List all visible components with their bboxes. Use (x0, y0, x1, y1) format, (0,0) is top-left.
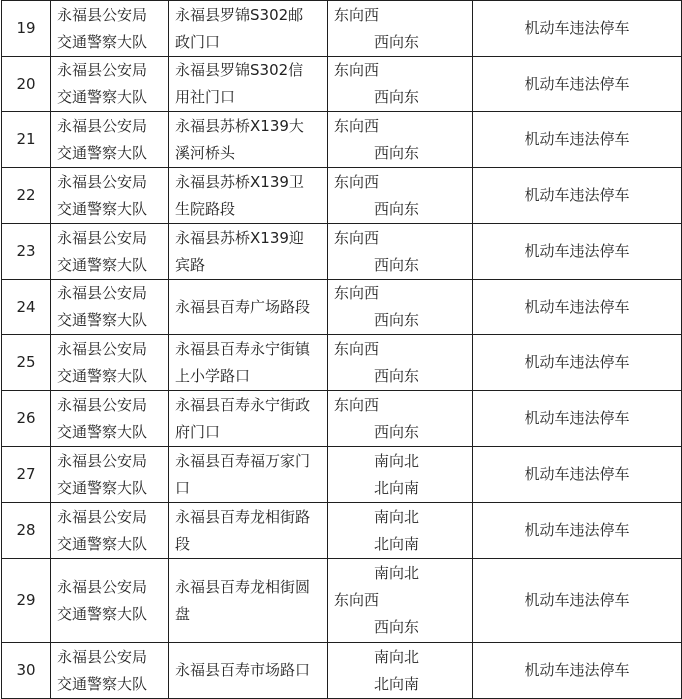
unit-cell (51, 643, 169, 699)
direction-cell (328, 1, 473, 57)
location-line: 永福县百寿龙相街圆 (175, 577, 311, 596)
direction-line: 南向北 (374, 507, 420, 526)
violation-type: 机动车违法停车 (473, 57, 682, 112)
direction-line: 北向南 (374, 534, 420, 553)
direction-line: 东向西 (334, 228, 380, 247)
unit-cell (51, 280, 169, 335)
row-number: 21 (2, 112, 51, 168)
direction-line: 北向南 (374, 674, 420, 693)
location-line: 永福县百寿永宁街政 (175, 395, 311, 414)
unit-line: 永福县公安局 (57, 507, 148, 526)
row-number: 25 (2, 335, 51, 391)
direction-cell (328, 224, 473, 280)
violation-type: 机动车违法停车 (473, 1, 682, 57)
location-line: 溪河桥头 (175, 143, 236, 162)
table-row (2, 643, 682, 699)
direction-line: 南向北 (374, 647, 420, 666)
location-line: 永福县百寿福万家门 (175, 451, 311, 470)
table-row (2, 168, 682, 224)
row-number: 29 (2, 559, 51, 643)
unit-line: 交通警察大队 (57, 143, 148, 162)
location-cell (169, 447, 328, 503)
direction-cell (328, 168, 473, 224)
unit-line: 永福县公安局 (57, 172, 148, 191)
direction-line: 南向北 (374, 564, 420, 582)
table-row (2, 335, 682, 391)
unit-cell (51, 447, 169, 503)
violation-type: 机动车违法停车 (473, 168, 682, 224)
location-line: 永福县罗锦S302信 (175, 61, 304, 79)
direction-line: 西向东 (374, 255, 420, 274)
violation-type: 机动车违法停车 (473, 643, 682, 699)
unit-line: 交通警察大队 (57, 311, 148, 329)
location-line: 永福县苏桥X139大 (175, 116, 304, 135)
row-number: 23 (2, 224, 51, 280)
unit-cell (51, 1, 169, 57)
unit-line: 交通警察大队 (57, 534, 148, 553)
direction-line: 西向东 (374, 199, 420, 218)
location-cell (169, 643, 328, 699)
location-cell (169, 168, 328, 224)
unit-line: 交通警察大队 (57, 199, 148, 218)
violation-type: 机动车违法停车 (473, 391, 682, 447)
violation-type: 机动车违法停车 (473, 559, 682, 643)
row-number: 19 (2, 1, 51, 57)
unit-line: 交通警察大队 (57, 32, 148, 51)
direction-line: 东向西 (334, 395, 380, 414)
location-line: 永福县罗锦S302邮 (175, 5, 304, 24)
unit-cell (51, 335, 169, 391)
unit-line: 永福县公安局 (57, 451, 148, 470)
table-row (2, 280, 682, 335)
direction-cell (328, 447, 473, 503)
location-line: 生院路段 (175, 199, 236, 218)
direction-line: 东向西 (334, 339, 380, 358)
location-line: 永福县百寿广场路段 (175, 297, 311, 316)
violation-type: 机动车违法停车 (473, 447, 682, 503)
row-number: 22 (2, 168, 51, 224)
table-row (2, 391, 682, 447)
direction-cell (328, 559, 473, 643)
camera-location-table (1, 0, 682, 699)
location-line: 上小学路口 (175, 366, 251, 385)
direction-line: 东向西 (334, 172, 380, 191)
row-number: 26 (2, 391, 51, 447)
location-line: 永福县百寿市场路口 (175, 661, 311, 679)
row-number: 27 (2, 447, 51, 503)
location-cell (169, 280, 328, 335)
location-cell (169, 1, 328, 57)
direction-cell (328, 112, 473, 168)
direction-line: 西向东 (374, 32, 420, 51)
direction-line: 东向西 (334, 116, 380, 135)
unit-line: 交通警察大队 (57, 88, 148, 106)
location-line: 用社门口 (175, 88, 236, 106)
location-line: 政门口 (175, 32, 221, 51)
table-row (2, 112, 682, 168)
violation-type: 机动车违法停车 (473, 335, 682, 391)
location-cell (169, 112, 328, 168)
unit-cell (51, 57, 169, 112)
direction-line: 东向西 (334, 5, 380, 24)
row-number: 30 (2, 643, 51, 699)
direction-cell (328, 57, 473, 112)
violation-type: 机动车违法停车 (473, 280, 682, 335)
unit-cell (51, 559, 169, 643)
unit-cell (51, 503, 169, 559)
location-cell (169, 503, 328, 559)
unit-line: 交通警察大队 (57, 255, 148, 274)
table-row (2, 57, 682, 112)
location-line: 永福县苏桥X139迎 (175, 228, 304, 247)
table-body (2, 1, 682, 699)
unit-cell (51, 112, 169, 168)
location-line: 永福县苏桥X139卫 (175, 172, 304, 191)
location-cell (169, 57, 328, 112)
row-number: 24 (2, 280, 51, 335)
direction-line: 南向北 (374, 451, 420, 470)
direction-line: 西向东 (374, 143, 420, 162)
direction-line: 西向东 (374, 422, 420, 441)
table-row (2, 224, 682, 280)
table-row (2, 447, 682, 503)
unit-line: 永福县公安局 (57, 228, 148, 247)
row-number: 28 (2, 503, 51, 559)
unit-line: 永福县公安局 (57, 577, 148, 596)
location-line: 宾路 (175, 255, 206, 274)
location-cell (169, 335, 328, 391)
unit-line: 交通警察大队 (57, 422, 148, 441)
direction-line: 西向东 (374, 618, 420, 636)
unit-line: 交通警察大队 (57, 478, 148, 497)
direction-cell (328, 335, 473, 391)
location-line: 永福县百寿永宁街镇 (175, 339, 311, 358)
direction-line: 东向西 (334, 61, 380, 79)
unit-line: 交通警察大队 (57, 604, 148, 623)
direction-cell (328, 280, 473, 335)
direction-line: 西向东 (374, 88, 420, 106)
unit-cell (51, 224, 169, 280)
direction-line: 西向东 (374, 366, 420, 385)
unit-line: 永福县公安局 (57, 647, 148, 666)
location-cell (169, 391, 328, 447)
unit-cell (51, 168, 169, 224)
table-row (2, 1, 682, 57)
unit-line: 永福县公安局 (57, 5, 148, 24)
unit-line: 交通警察大队 (57, 674, 148, 693)
location-cell (169, 559, 328, 643)
direction-cell (328, 503, 473, 559)
unit-line: 永福县公安局 (57, 116, 148, 135)
direction-cell (328, 643, 473, 699)
location-line: 盘 (175, 604, 191, 623)
unit-line: 交通警察大队 (57, 366, 148, 385)
unit-line: 永福县公安局 (57, 339, 148, 358)
unit-cell (51, 391, 169, 447)
direction-line: 东向西 (334, 284, 380, 302)
direction-line: 北向南 (374, 478, 420, 497)
location-line: 段 (175, 534, 191, 553)
unit-line: 永福县公安局 (57, 395, 148, 414)
location-line: 口 (175, 478, 191, 497)
direction-line: 西向东 (374, 311, 420, 329)
location-cell (169, 224, 328, 280)
violation-type: 机动车违法停车 (473, 224, 682, 280)
unit-line: 永福县公安局 (57, 61, 148, 79)
location-line: 府门口 (175, 422, 221, 441)
violation-type: 机动车违法停车 (473, 112, 682, 168)
table-row (2, 559, 682, 643)
table-row (2, 503, 682, 559)
direction-cell (328, 391, 473, 447)
direction-line: 东向西 (334, 591, 380, 609)
location-line: 永福县百寿龙相街路 (175, 507, 311, 526)
unit-line: 永福县公安局 (57, 284, 148, 302)
row-number: 20 (2, 57, 51, 112)
violation-type: 机动车违法停车 (473, 503, 682, 559)
